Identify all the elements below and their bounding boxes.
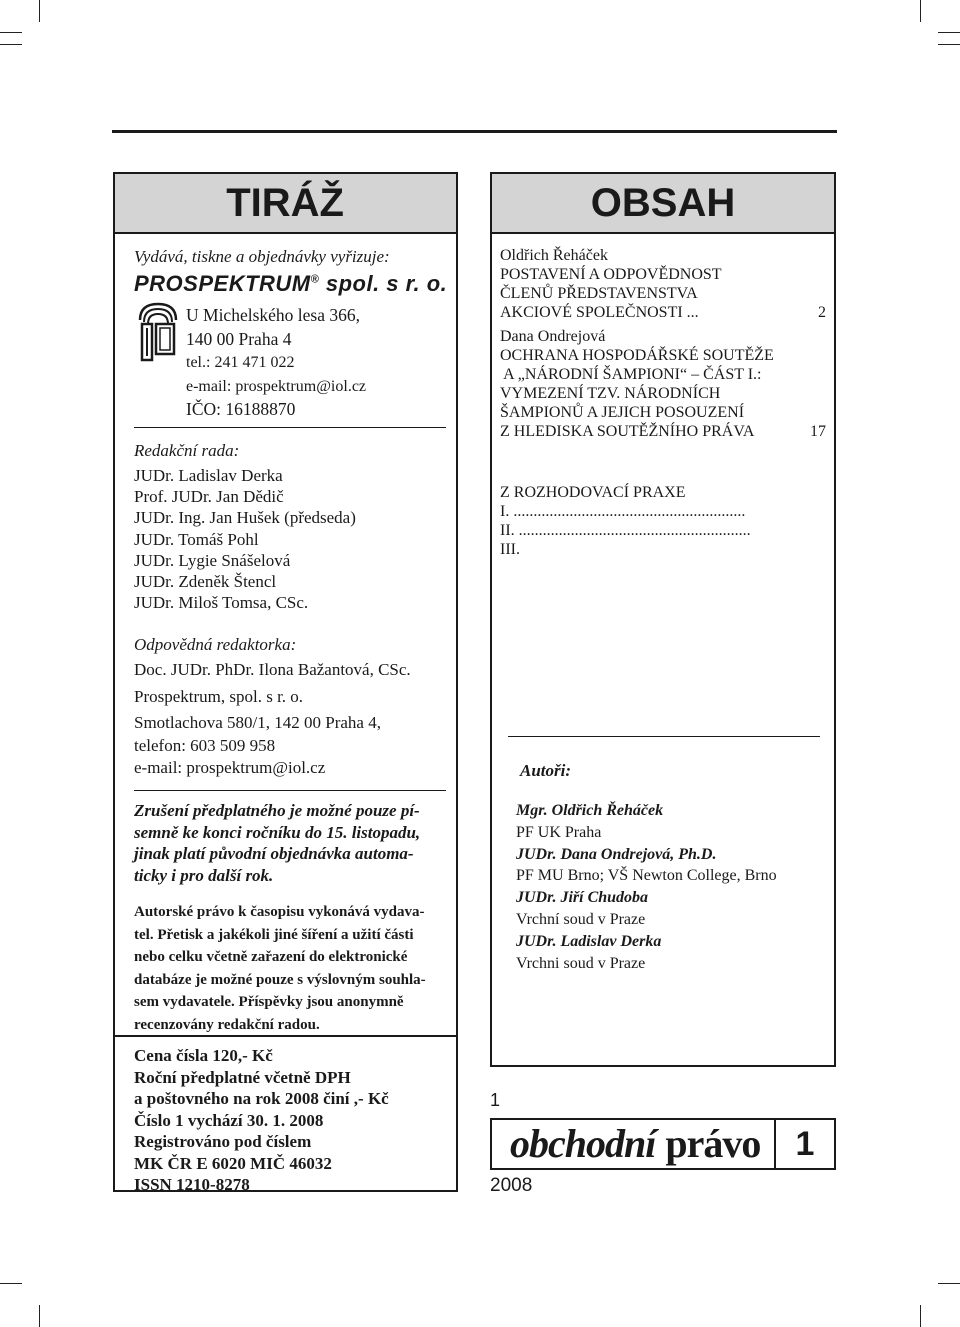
magazine-title-word: obchodní [510, 1121, 656, 1166]
crop-mark [938, 44, 960, 45]
toc-title-line: POSTAVENÍ A ODPOVĚDNOST [500, 266, 722, 283]
note-line: Zrušení předplatného je možné pouze pí- [134, 801, 420, 820]
crop-mark [938, 1283, 960, 1284]
toc-title-line: ŠAMPIONŮ A JEJICH POSOUZENÍ [500, 404, 745, 421]
price-line: a poštovného na rok 2008 činí ,- Kč [134, 1089, 389, 1108]
toc-entry[interactable] [500, 246, 826, 322]
price-line: ISSN 1210-8278 [134, 1175, 250, 1194]
toc-entry[interactable] [500, 327, 826, 441]
note-line: recenzovány redakční radou. [134, 1016, 320, 1033]
board-member: JUDr. Miloš Tomsa, CSc. [134, 593, 309, 613]
board-label: Redakční rada: [134, 441, 240, 460]
board-member: JUDr. Tomáš Pohl [134, 529, 259, 549]
note-line: sem vydavatele. Příspěvky jsou anonymně [134, 994, 404, 1010]
authors-label: Autoři: [520, 761, 572, 780]
cancellation-note [134, 800, 420, 886]
note-line: nebo celku včetně zařazení do elektronické [134, 949, 408, 965]
author-affiliation: PF UK Praha [516, 823, 602, 841]
author-affiliation: Vrchni soud v Praze [516, 954, 646, 972]
crop-mark [39, 0, 40, 22]
toc-section-item[interactable]: III. [500, 541, 520, 558]
board-member: Prof. JUDr. Jan Dědič [134, 487, 284, 507]
crop-mark [0, 44, 22, 45]
editor-label: Odpovědná redaktorka: [134, 635, 297, 654]
contents-heading: OBSAH [492, 174, 834, 234]
editor-phone: telefon: 603 509 958 [134, 735, 276, 755]
toc-author: Oldřich Řeháček [500, 247, 608, 264]
note-line: ticky i pro další rok. [134, 865, 274, 885]
note-line: tel. Přetisk a jakékoli jiné šíření a užití části [134, 926, 414, 943]
magazine-banner [490, 1118, 836, 1170]
editor-name: Doc. JUDr. PhDr. Ilona Bažantová, CSc. [134, 660, 411, 679]
imprint-heading: TIRÁŽ [115, 174, 456, 234]
toc-section-item[interactable]: I. .......................................................... [500, 503, 746, 520]
author-affiliation: PF MU Brno; VŠ Newton College, Brno [516, 867, 777, 885]
publisher-intro: Vydává, tiskne a objednávky vyřizuje: [134, 247, 390, 266]
author-name: JUDr. Jiří Chudoba [516, 889, 649, 907]
magazine-issue-number: 1 [795, 1125, 815, 1163]
divider [508, 736, 820, 737]
board-member: JUDr. Ing. Jan Hušek (předseda) [134, 508, 356, 528]
toc-title-line: AKCIOVÉ SPOLEČNOSTI ... [500, 304, 699, 321]
magazine-title-word: právo [665, 1121, 761, 1166]
toc-page-number: 2 [818, 304, 826, 321]
email-line: e-mail: prospektrum@iol.cz [186, 377, 367, 395]
publisher-logo-suffix: spol. s r. o. [325, 271, 448, 296]
toc-title-line: Z HLEDISKA SOUTĚŽNÍHO PRÁVA [500, 423, 755, 440]
address-line: 140 00 Praha 4 [186, 328, 292, 349]
board-member: JUDr. Zdeněk Štencl [134, 572, 277, 592]
copyright-note [134, 901, 426, 1036]
divider [134, 790, 446, 791]
price-line: Cena čísla 120,- Kč [134, 1046, 273, 1065]
registered-mark: ® [310, 273, 320, 286]
note-line: Autorské právo k časopisu vykonává vydava- [134, 904, 425, 920]
divider [113, 1035, 458, 1037]
board-member: JUDr. Ladislav Derka [134, 466, 283, 485]
toc-title-line: VYMEZENÍ TZV. NÁRODNÍCH [500, 385, 721, 402]
price-line: Číslo 1 vychází 30. 1. 2008 [134, 1110, 324, 1130]
magazine-title [510, 1122, 760, 1166]
note-line: jinak platí původní objednávka automa- [134, 844, 414, 863]
crop-mark [0, 32, 22, 33]
phone-line: tel.: 241 471 022 [186, 354, 295, 371]
author-name: JUDr. Dana Ondrejová, Ph.D. [516, 845, 717, 863]
author-affiliation: Vrchní soud v Praze [516, 910, 646, 928]
price-info [134, 1045, 389, 1196]
toc-section [500, 483, 826, 559]
toc-title-line: OCHRANA HOSPODÁŘSKÉ SOUTĚŽE [500, 347, 774, 364]
toc-section-title: Z ROZHODOVACÍ PRAXE [500, 484, 686, 501]
toc-title-line: A „NÁRODNÍ ŠAMPIONI“ – ČÁST I.: [500, 366, 762, 383]
toc-title-line: ČLENŮ PŘEDSTAVENSTVA [500, 285, 698, 302]
chair-note: (předseda) [284, 508, 356, 528]
toc-page-number: 17 [810, 423, 826, 440]
crop-mark [920, 1305, 921, 1327]
price-line: Registrováno pod číslem [134, 1132, 312, 1151]
note-line: semně ke konci ročníku do 15. listopadu, [134, 822, 421, 842]
issue-number-small: 1 [490, 1090, 501, 1110]
publisher-logo [134, 271, 447, 297]
top-rule [112, 130, 837, 133]
toc-author: Dana Ondrejová [500, 328, 606, 345]
crop-mark [39, 1305, 40, 1327]
ico-line: IČO: 16188870 [186, 399, 296, 419]
crop-mark [920, 0, 921, 22]
author-name: Mgr. Oldřich Řeháček [516, 802, 664, 819]
board-list [134, 465, 356, 613]
editor-address: Smotlachova 580/1, 142 00 Praha 4, [134, 713, 381, 732]
publisher-logo-name: PROSPEKTRUM [134, 271, 311, 296]
address-line: U Michelského lesa 366, [186, 305, 360, 325]
editor-info [134, 659, 411, 780]
editor-email: e-mail: prospektrum@iol.cz [134, 758, 326, 777]
board-member: JUDr. Lygie Snášelová [134, 550, 291, 570]
divider [134, 427, 446, 428]
price-line: Roční předplatné včetně DPH [134, 1067, 351, 1087]
editor-company: Prospektrum, spol. s r. o. [134, 686, 304, 706]
crop-mark [938, 32, 960, 33]
publisher-address [186, 304, 366, 422]
price-line: MK ČR E 6020 MIČ 46032 [134, 1153, 332, 1173]
year-label: 2008 [490, 1175, 533, 1196]
note-line: databáze je možné pouze s výslovným souhla- [134, 971, 426, 988]
author-name: JUDr. Ladislav Derka [516, 932, 662, 950]
crop-mark [0, 1283, 22, 1284]
prospektrum-emblem-icon [136, 300, 180, 362]
authors-list [516, 800, 777, 974]
toc-section-item[interactable]: II. .......................................................... [500, 522, 751, 539]
